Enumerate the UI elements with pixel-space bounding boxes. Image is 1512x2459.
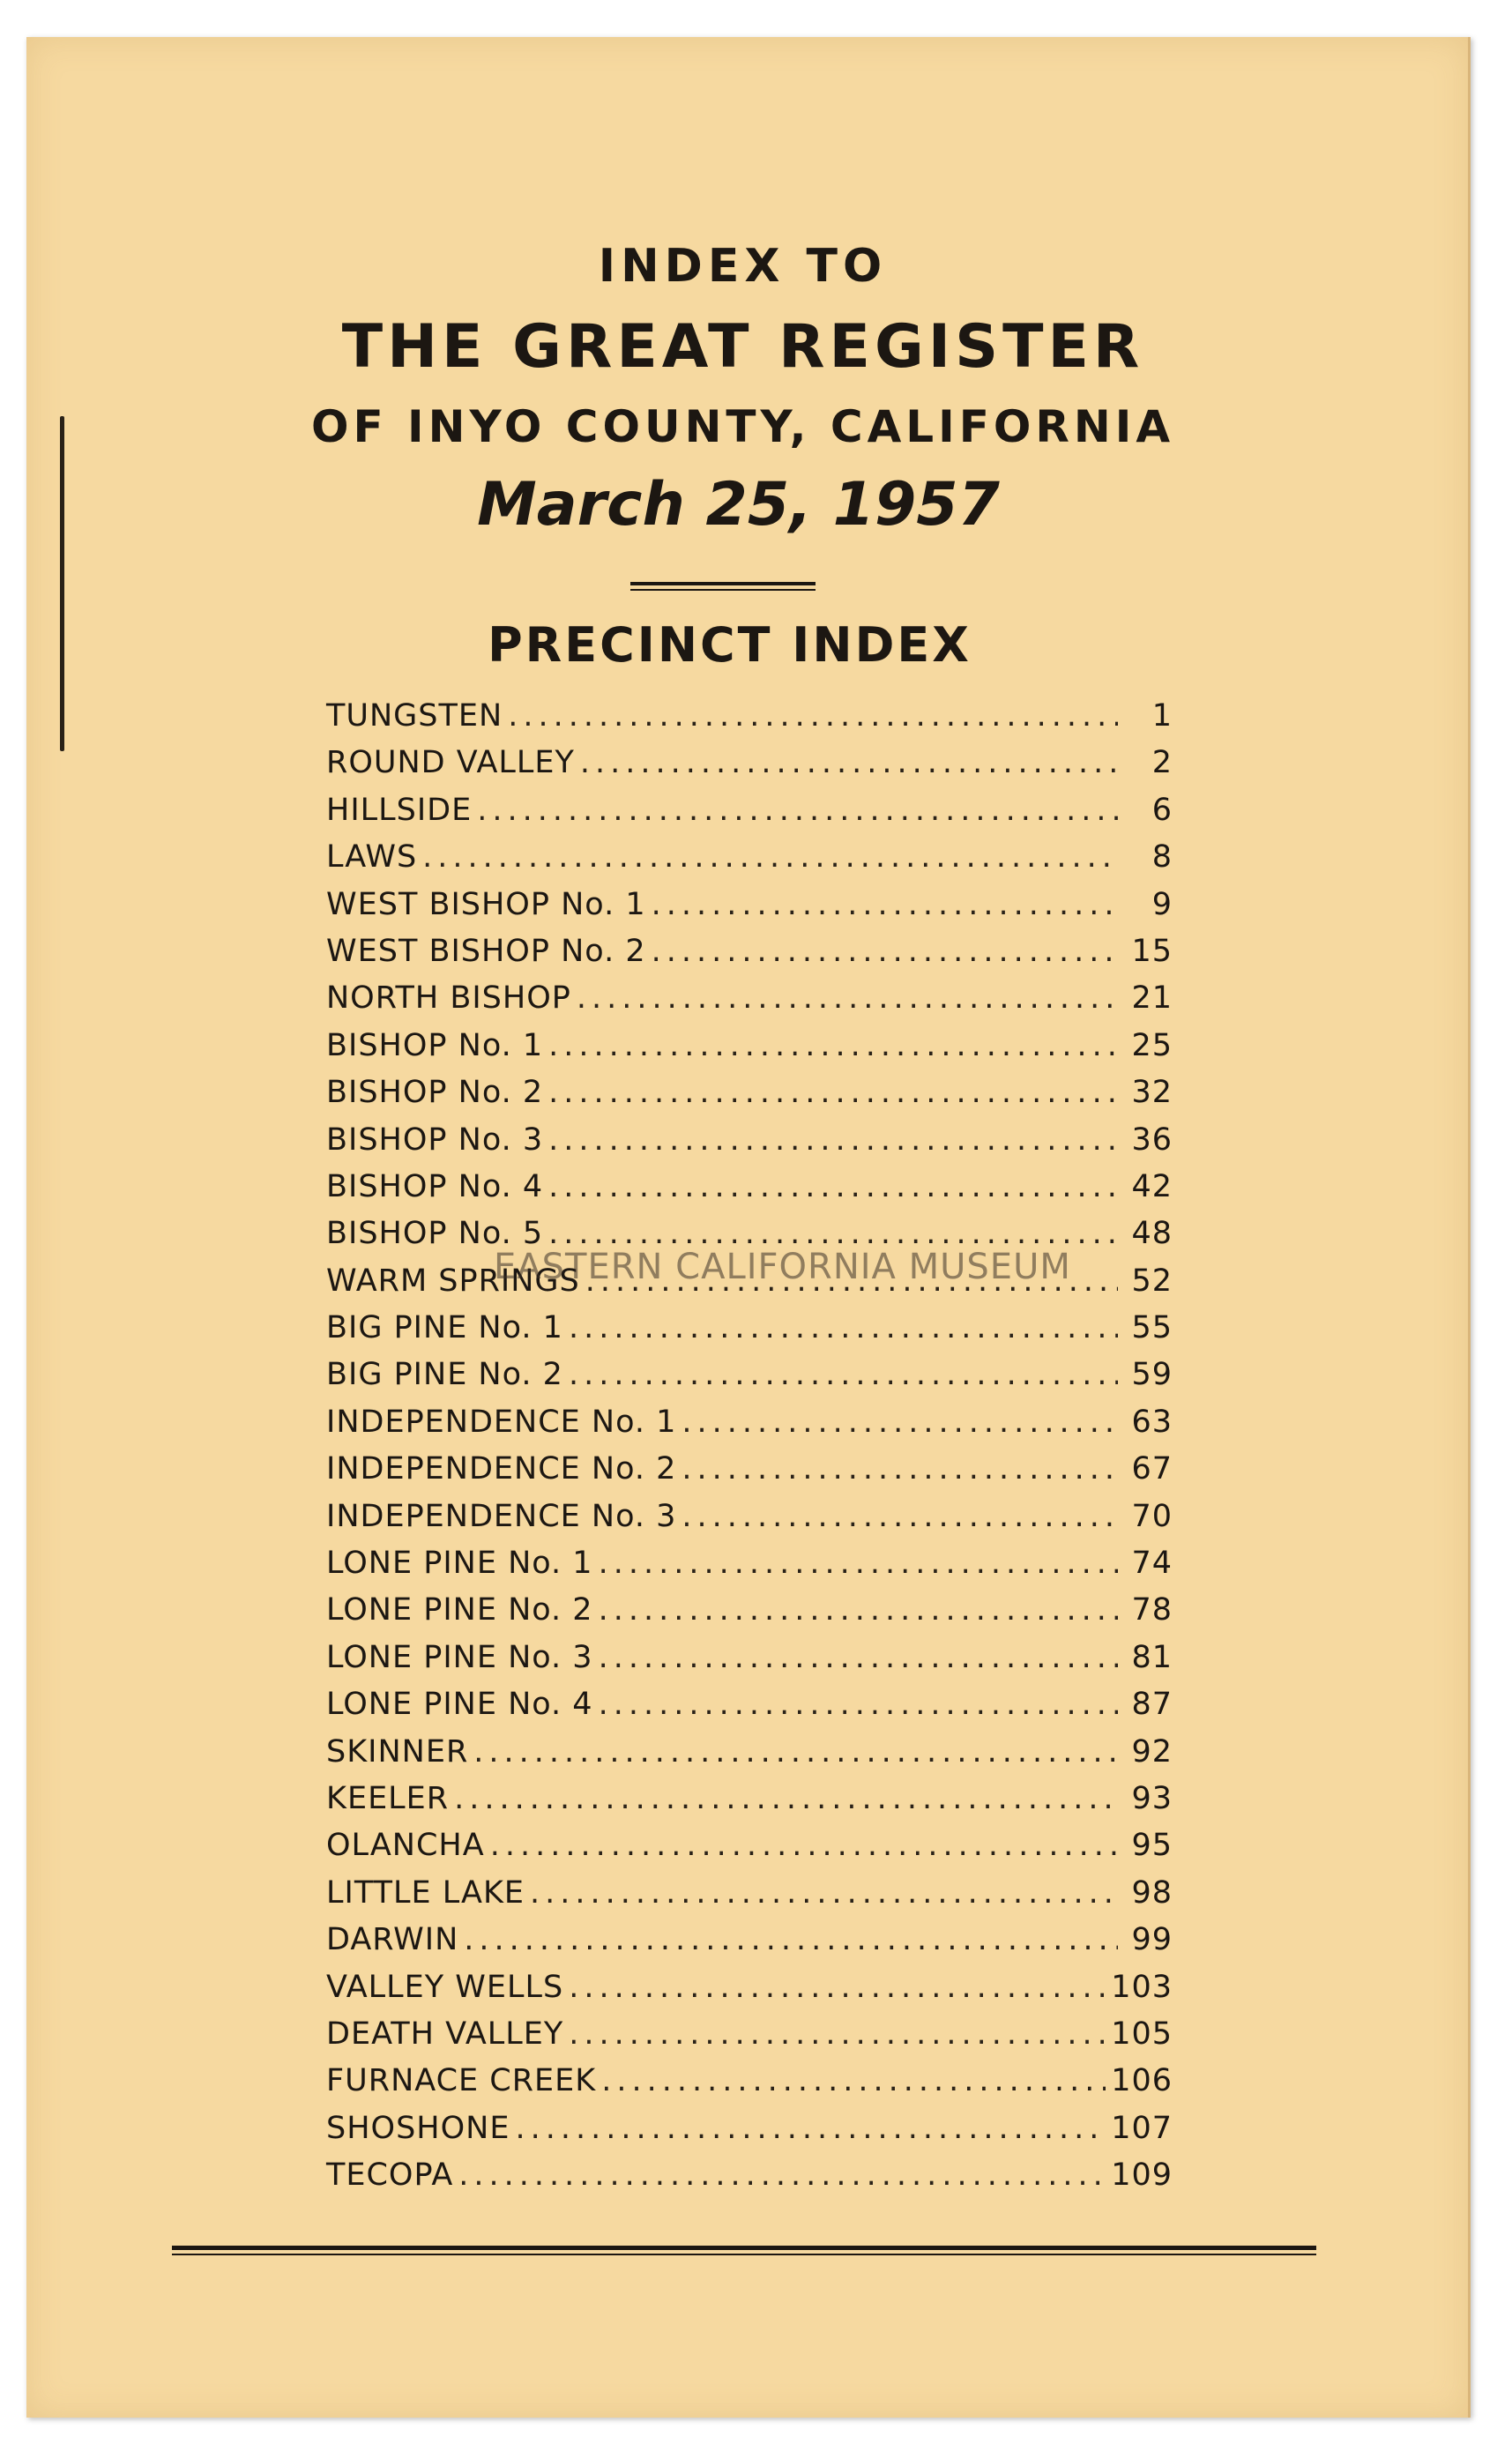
- list-item: [326, 1592, 1173, 1639]
- dot-leader: [569, 1310, 1118, 1345]
- dot-leader: [548, 1122, 1118, 1158]
- dot-leader: [682, 1499, 1118, 1534]
- precinct-page-number: 55: [1131, 1310, 1173, 1346]
- precinct-page-number: 106: [1111, 2063, 1173, 2099]
- precinct-name: WARM SPRINGS: [326, 1263, 580, 1299]
- precinct-name: LONE PINE No. 1: [326, 1546, 593, 1582]
- precinct-name: DEATH VALLEY: [326, 2016, 564, 2052]
- list-item: [326, 887, 1173, 934]
- list-item: [326, 698, 1173, 745]
- title-date: March 25, 1957: [477, 470, 1000, 540]
- precinct-page-number: 87: [1131, 1687, 1173, 1723]
- precinct-page-number: 109: [1111, 2157, 1173, 2194]
- list-item: [326, 1875, 1173, 1922]
- list-item: [326, 839, 1173, 886]
- dot-leader: [599, 1687, 1118, 1722]
- precinct-page-number: 95: [1131, 1828, 1173, 1864]
- precinct-name: LONE PINE No. 3: [326, 1639, 593, 1675]
- list-item: [326, 1687, 1173, 1733]
- precinct-page-number: 59: [1131, 1357, 1173, 1393]
- list-item: [326, 1405, 1173, 1451]
- list-item: [326, 1357, 1173, 1404]
- precinct-page-number: 98: [1131, 1874, 1173, 1911]
- precinct-name: TUNGSTEN: [326, 698, 503, 734]
- dot-leader: [548, 1028, 1118, 1063]
- precinct-page-number: 48: [1131, 1216, 1173, 1252]
- precinct-name: SKINNER: [326, 1733, 469, 1770]
- list-item: [326, 1075, 1173, 1121]
- precinct-page-number: 103: [1111, 1969, 1173, 2005]
- list-item: [326, 1828, 1173, 1874]
- precinct-name: OLANCHA: [326, 1828, 485, 1864]
- title-line-great-register: THE GREAT REGISTER: [341, 312, 1144, 382]
- precinct-page-number: 8: [1151, 839, 1173, 876]
- section-title: PRECINCT INDEX: [488, 617, 972, 673]
- dot-leader: [599, 1640, 1118, 1675]
- dot-leader: [652, 887, 1118, 922]
- list-item: [326, 2016, 1173, 2063]
- dot-leader: [601, 2063, 1106, 2098]
- precinct-name: INDEPENDENCE No. 3: [326, 1498, 677, 1534]
- precinct-page-number: 81: [1131, 1639, 1173, 1675]
- precinct-page-number: 32: [1131, 1075, 1173, 1111]
- dot-leader: [508, 698, 1118, 734]
- dot-leader: [569, 1357, 1118, 1392]
- precinct-name: WEST BISHOP No. 2: [326, 933, 646, 969]
- precinct-page-number: 99: [1131, 1922, 1173, 1958]
- precinct-page-number: 42: [1131, 1168, 1173, 1204]
- list-item: [326, 1546, 1173, 1592]
- precinct-name: TECOPA: [326, 2157, 454, 2194]
- precinct-page-number: 36: [1131, 1121, 1173, 1158]
- precinct-name: DARWIN: [326, 1922, 459, 1958]
- precinct-name: LAWS: [326, 839, 418, 876]
- list-item: [326, 1781, 1173, 1828]
- precinct-page-number: 1: [1151, 698, 1173, 734]
- list-item: [326, 1640, 1173, 1687]
- precinct-name: LONE PINE No. 2: [326, 1592, 593, 1628]
- precinct-page-number: 92: [1131, 1733, 1173, 1770]
- dot-leader: [422, 839, 1118, 875]
- dot-leader: [464, 1922, 1118, 1957]
- dot-leader: [580, 745, 1118, 780]
- watermark: EASTERN CALIFORNIA MUSEUM: [494, 1247, 1071, 1287]
- dot-leader: [569, 1970, 1106, 2005]
- dot-leader: [599, 1546, 1118, 1581]
- precinct-name: HILLSIDE: [326, 792, 473, 828]
- precinct-name: LONE PINE No. 4: [326, 1687, 593, 1723]
- dot-leader: [682, 1451, 1118, 1487]
- precinct-name: BISHOP No. 4: [326, 1168, 544, 1204]
- list-item: [326, 1499, 1173, 1546]
- dot-leader: [530, 1875, 1118, 1911]
- precinct-name: LITTLE LAKE: [326, 1874, 525, 1911]
- dot-leader: [473, 1734, 1118, 1770]
- precinct-name: BIG PINE No. 2: [326, 1357, 563, 1393]
- dot-leader: [458, 2157, 1106, 2193]
- precinct-name: INDEPENDENCE No. 2: [326, 1451, 677, 1487]
- dot-leader: [515, 2111, 1106, 2146]
- title-divider: [630, 582, 816, 591]
- dot-leader: [548, 1169, 1118, 1204]
- list-item: [326, 1970, 1173, 2016]
- dot-leader: [577, 980, 1118, 1016]
- precinct-page-number: 52: [1131, 1263, 1173, 1299]
- precinct-page-number: 9: [1151, 886, 1173, 922]
- precinct-name: WEST BISHOP No. 1: [326, 886, 646, 922]
- dot-leader: [599, 1592, 1118, 1628]
- title-line-index-to: INDEX TO: [598, 240, 888, 293]
- list-item: [326, 2157, 1173, 2204]
- list-item: [326, 1734, 1173, 1781]
- list-item: [326, 2063, 1173, 2110]
- list-item: [326, 980, 1173, 1027]
- precinct-name: INDEPENDENCE No. 1: [326, 1404, 677, 1440]
- list-item: [326, 793, 1173, 839]
- title-line-county: OF INYO COUNTY, CALIFORNIA: [310, 401, 1175, 452]
- precinct-name: SHOSHONE: [326, 2110, 510, 2146]
- list-item: [326, 1169, 1173, 1216]
- list-item: [326, 934, 1173, 980]
- precinct-page-number: 15: [1131, 933, 1173, 969]
- precinct-name: BISHOP No. 3: [326, 1121, 544, 1158]
- precinct-page-number: 70: [1131, 1498, 1173, 1534]
- precinct-page-number: 93: [1131, 1780, 1173, 1816]
- precinct-name: FURNACE CREEK: [326, 2063, 597, 2099]
- dot-leader: [490, 1828, 1118, 1863]
- precinct-page-number: 25: [1131, 1027, 1173, 1063]
- list-item: [326, 1310, 1173, 1357]
- precinct-page-number: 21: [1131, 980, 1173, 1017]
- dot-leader: [548, 1075, 1118, 1110]
- dot-leader: [569, 2016, 1106, 2052]
- precinct-page-number: 74: [1131, 1546, 1173, 1582]
- list-item: [326, 1922, 1173, 1969]
- register-cover: [26, 37, 1471, 2418]
- precinct-name: BISHOP No. 1: [326, 1027, 544, 1063]
- dot-leader: [454, 1781, 1118, 1816]
- precinct-name: BISHOP No. 2: [326, 1075, 544, 1111]
- precinct-page-number: 107: [1111, 2110, 1173, 2146]
- list-item: [326, 745, 1173, 792]
- bottom-rule: [172, 2246, 1316, 2255]
- dot-leader: [652, 934, 1118, 969]
- list-item: [326, 1451, 1173, 1498]
- precinct-index-list: [326, 698, 1173, 2205]
- precinct-name: KEELER: [326, 1780, 450, 1816]
- dot-leader: [477, 793, 1118, 828]
- precinct-page-number: 2: [1151, 745, 1173, 781]
- precinct-name: BISHOP No. 5: [326, 1216, 544, 1252]
- precinct-name: BIG PINE No. 1: [326, 1310, 563, 1346]
- precinct-name: NORTH BISHOP: [326, 980, 571, 1017]
- precinct-page-number: 105: [1111, 2016, 1173, 2052]
- precinct-page-number: 67: [1131, 1451, 1173, 1487]
- dot-leader: [682, 1405, 1118, 1440]
- precinct-name: ROUND VALLEY: [326, 745, 575, 781]
- list-item: [326, 2111, 1173, 2157]
- precinct-page-number: 6: [1151, 792, 1173, 828]
- title-block: [26, 240, 1468, 540]
- precinct-name: VALLEY WELLS: [326, 1969, 564, 2005]
- precinct-page-number: 63: [1131, 1404, 1173, 1440]
- list-item: [326, 1122, 1173, 1169]
- list-item: [326, 1028, 1173, 1075]
- precinct-page-number: 78: [1131, 1592, 1173, 1628]
